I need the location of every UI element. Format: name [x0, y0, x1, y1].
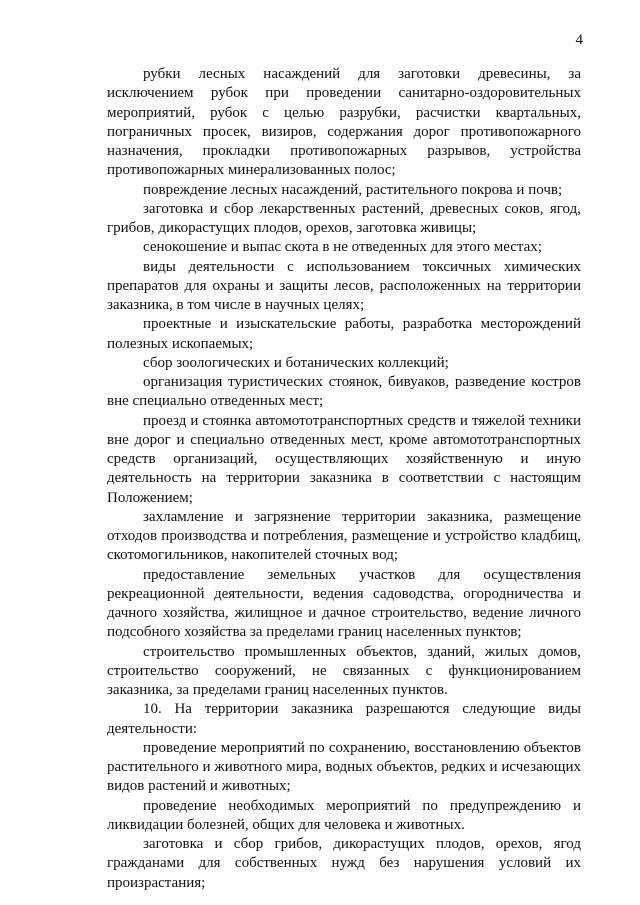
paragraph: повреждение лесных насаждений, растительного покрова и почв;: [143, 181, 563, 198]
document-body: [107, 65, 581, 893]
paragraph: сбор зоологических и ботанических коллекций;: [143, 354, 449, 371]
page-number: 4: [575, 32, 583, 48]
paragraph: проектные и изыскательские работы, разработка месторождений полезных ископаемых;: [107, 316, 581, 352]
paragraph: заготовка и сбор грибов, дикорастущих плодов, орехов, ягод гражданами для собственных нужд без нарушения условий их произрастания;: [107, 836, 581, 891]
section-item-10: 10. На территории заказника разрешаются следующие виды деятельности:: [107, 701, 581, 737]
paragraph: сенокошение и выпас скота в не отведенных для этого местах;: [143, 239, 542, 256]
paragraph: строительство промышленных объектов, зданий, жилых домов, строительство сооружений, не связанных с функционированием заказника, за пределами границ населенных пунктов.: [107, 643, 581, 698]
paragraph: проведение необходимых мероприятий по предупреждению и ликвидации болезней, общих для человека и животных.: [107, 797, 581, 833]
paragraph: организация туристических стоянок, бивуаков, разведение костров вне специально отведенных мест;: [107, 374, 581, 410]
paragraph: заготовка и сбор лекарственных растений, древесных соков, ягод, грибов, дикорастущих плодов, орехов, заготовка живицы;: [107, 200, 581, 236]
paragraph: рубки лесных насаждений для заготовки древесины, за исключением рубок при проведении санитарно-оздоровительных мероприятий, рубок с целью разрубки, расчистки квартальных, пограничных просек, визиров, содержания дорог противопожарного назначения, прокладки противопожарных разрывов, устройства противопожарных минерализованных полос;: [107, 66, 581, 179]
paragraph: проезд и стоянка автомототранспортных средств и тяжелой техники вне дорог и специально отведенных мест, кроме автомототранспортных средств организаций, осуществляющих хозяйственную и иную деятельность на территории заказника в соответствии с настоящим Положением;: [107, 412, 581, 506]
paragraph: захламление и загрязнение территории заказника, размещение отходов производства и потребления, размещение и устройство кладбищ, скотомогильников, накопителей сточных вод;: [107, 508, 581, 564]
paragraph: виды деятельности с использованием токсичных химических препаратов для охраны и защиты лесов, расположенных на территории заказника, в том числе в научных целях;: [107, 258, 581, 313]
paragraph: проведение мероприятий по сохранению, восстановлению объектов растительного и животного мира, водных объектов, редких и исчезающих видов растений и животных;: [107, 739, 581, 795]
paragraph: предоставление земельных участков для осуществления рекреационной деятельности, ведения садоводства, огородничества и дачного хозяйства, жилищное и дачное строительство, ведение личного подсобного хозяйства за пределами границ населенных пунктов;: [107, 566, 581, 641]
